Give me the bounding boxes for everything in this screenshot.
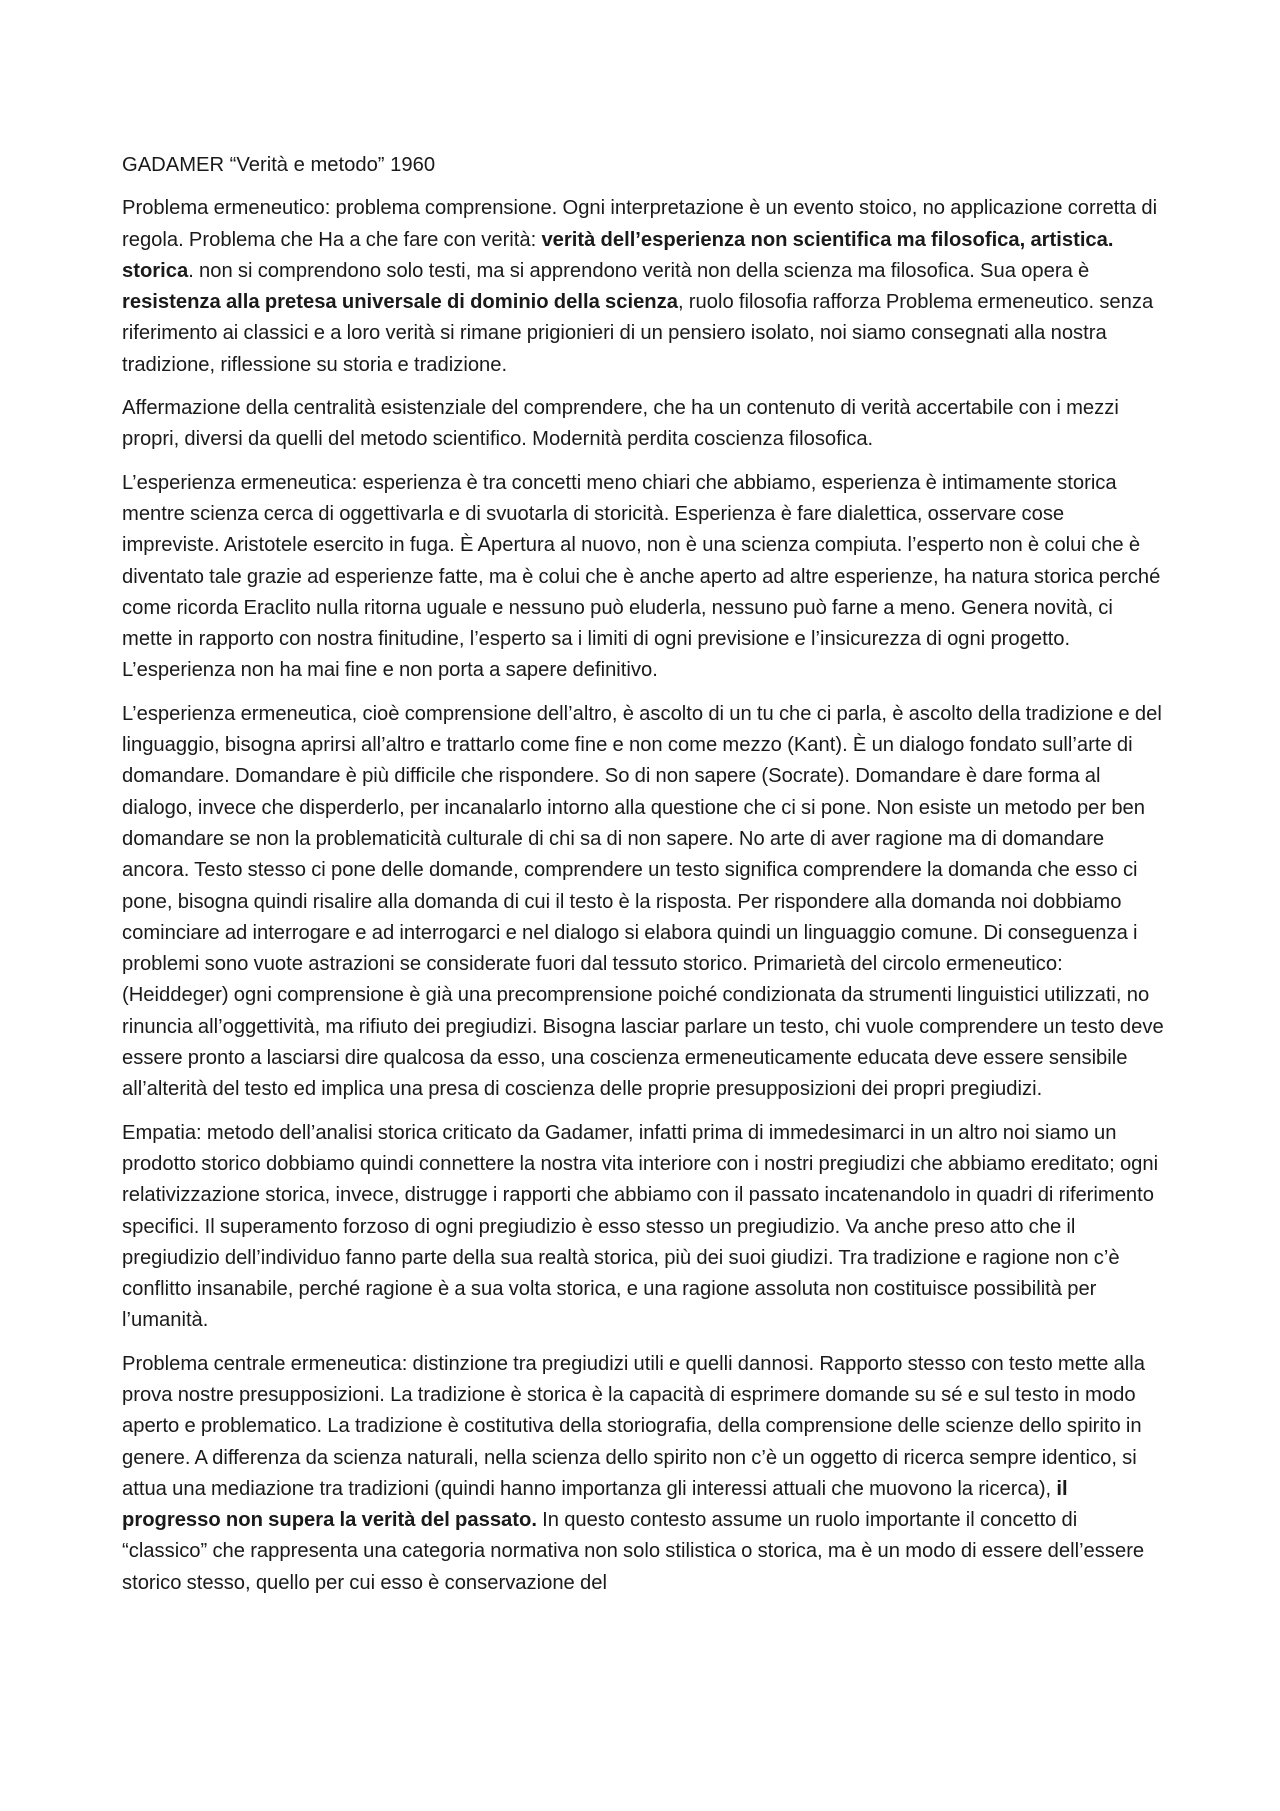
bold-text-run: resistenza alla pretesa universale di dominio della scienza: [122, 291, 678, 314]
document-title: GADAMER “Verità e metodo” 1960: [122, 154, 436, 176]
paragraph: [122, 193, 1164, 381]
text-run: L’esperienza ermeneutica: esperienza è tra concetti meno chiari che abbiamo, esperienza è intimamente storica mentre scienza cerca di oggettivarla e di svuotarla di storicità. Esperienza è fare dialettica, osservare cose impreviste. Aristotele esercito in fuga. È Apertura al nuovo, non è una scienza compiuta. l’esperto non è colui che è diventato tale grazie ad esperienze fatte, ma è colui che è anche aperto ad altre esperienze, ha natura storica perché come ricorda Eraclito nulla ritorna uguale e nessuno può eluderla, nessuno può farne a meno. Genera novità, ci mette in rapporto con nostra finitudine, l’esperto sa i limiti di ogni previsione e l’insicurezza di ogni progetto. L’esperienza non ha mai fine e non porta a sapere definitivo.: [122, 471, 1161, 682]
document-page: [122, 150, 1164, 1611]
text-run: , ruolo filosofia rafforza Problema ermeneutico. senza riferimento ai classici e a loro verità si rimane prigionieri di un pensiero isolato, noi siamo consegnati alla nostra tradizione, riflessione su storia e tradizione.: [122, 291, 1154, 376]
text-run: . non si comprendono solo testi, ma si apprendono verità non della scienza ma filosofica. Sua opera è: [188, 259, 1090, 282]
bold-text-run: verità dell’esperienza non scientifica ma filosofica, artistica. storica: [122, 228, 1114, 282]
paragraph: [122, 1118, 1164, 1337]
text-run: Problema ermeneutico: problema comprensione. Ogni interpretazione è un evento stoico, no applicazione corretta di regola. Problema che Ha a che fare con verità:: [122, 197, 1158, 251]
document-body: [122, 193, 1164, 1599]
text-run: Empatia: metodo dell’analisi storica criticato da Gadamer, infatti prima di immedesimarci in un altro noi siamo un prodotto storico dobbiamo quindi connettere la nostra vita interiore con i nostri pregiudizi che abbiamo ereditato; ogni relativizzazione storica, invece, distrugge i rapporti che abbiamo con il passato incatenandolo in quadri di riferimento specifici. Il superamento forzoso di ogni pregiudizio è esso stesso un pregiudizio. Va anche preso atto che il pregiudizio dell’individuo fanno parte della sua realtà storica, più dei suoi giudizi. Tra tradizione e ragione non c’è conflitto insanabile, perché ragione è a sua volta storica, e una ragione assoluta non costituisce possibilità per l’umanità.: [122, 1121, 1159, 1332]
text-run: In questo contesto assume un ruolo importante il concetto di “classico” che rappresenta una categoria normativa non solo stilistica o storica, ma è un modo di essere dell’essere storico stesso, quello per cui esso è conservazione del: [122, 1509, 1145, 1594]
text-run: L’esperienza ermeneutica, cioè comprensione dell’altro, è ascolto di un tu che ci parla, è ascolto della tradizione e del linguaggio, bisogna aprirsi all’altro e trattarlo come fine e non come mezzo (Kant). È un dialogo fondato sull’arte di domandare. Domandare è più difficile che rispondere. So di non sapere (Socrate). Domandare è dare forma al dialogo, invece che disperderlo, per incanalarlo intorno alla questione che ci si pone. Non esiste un metodo per ben domandare se non la problematicità culturale di chi sa di non sapere. No arte di aver ragione ma di domandare ancora. Testo stesso ci pone delle domande, comprendere un testo significa comprendere la domanda che esso ci pone, bisogna quindi risalire alla domanda di cui il testo è la risposta. Per rispondere alla domanda noi dobbiamo cominciare ad interrogare e ad interrogarci e nel dialogo si elabora quindi un linguaggio comune. Di conseguenza i problemi sono vuote astrazioni se considerate fuori dal tessuto storico. Primarietà del circolo ermeneutico: (Heiddeger) ogni comprensione è già una precomprensione poiché condizionata da strumenti linguistici utilizzati, no rinuncia all’oggettività, ma rifiuto dei pregiudizi. Bisogna lasciar parlare un testo, chi vuole comprendere un testo deve essere pronto a lasciarsi dire qualcosa da esso, una coscienza ermeneuticamente educata deve essere sensibile all’alterità del testo ed implica una presa di coscienza delle proprie presupposizioni dei propri pregiudizi.: [122, 702, 1164, 1101]
paragraph: [122, 393, 1164, 456]
text-run: Affermazione della centralità esistenziale del comprendere, che ha un contenuto di verità accertabile con i mezzi propri, diversi da quelli del metodo scientifico. Modernità perdita coscienza filosofica.: [122, 397, 1119, 451]
text-run: Problema centrale ermeneutica: distinzione tra pregiudizi utili e quelli dannosi. Rapporto stesso con testo mette alla prova nostre presupposizioni. La tradizione è storica è la capacità di esprimere domande su sé e sul testo in modo aperto e problematico. La tradizione è costitutiva della storiografia, della comprensione delle scienze dello spirito in genere. A differenza da scienza naturali, nella scienza dello spirito non c’è un oggetto di ricerca sempre identico, si attua una mediazione tra tradizioni (quindi hanno importanza gli interessi attuali che muovono la ricerca),: [122, 1352, 1146, 1500]
paragraph: [122, 468, 1164, 687]
bold-text-run: il progresso non supera la verità del passato.: [122, 1477, 1068, 1532]
paragraph: [122, 699, 1164, 1106]
paragraph: [122, 1349, 1164, 1599]
